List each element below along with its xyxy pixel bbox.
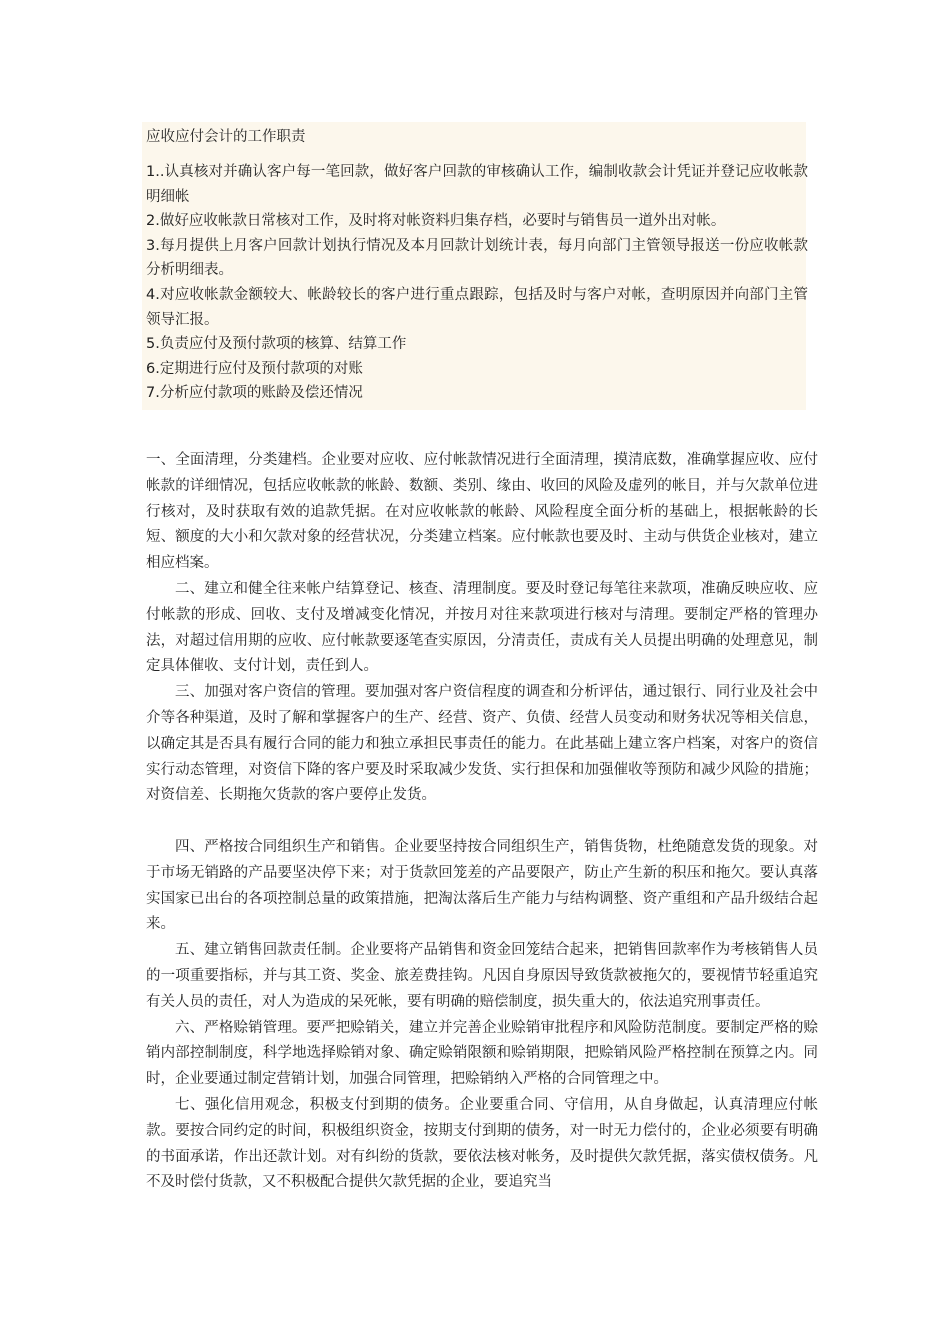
duty-item-4: 4.对应收帐款金额较大、帐龄较长的客户进行重点跟踪，包括及时与客户对帐，查明原因并向部门主管领导汇报。: [146, 286, 808, 328]
duty-item-6: 6.定期进行应付及预付款项的对账: [146, 360, 363, 377]
duties-section: [142, 122, 806, 410]
measures-body: [146, 448, 818, 1196]
duties-title: 应收应付会计的工作职责: [146, 129, 306, 145]
measure-paragraph-2: 二、建立和健全往来帐户结算登记、核查、清理制度。要及时登记每笔往来款项，准确反映应收、应付帐款的形成、回收、支付及增减变化情况，并按月对往来款项进行核对与清理。要制定严格的管理办法，对超过信用期的应收、应付帐款要逐笔查实原因，分清责任，责成有关人员提出明确的处理意见，制定具体催收、支付计划，责任到人。: [146, 580, 818, 675]
duty-item-2: 2.做好应收帐款日常核对工作，及时将对帐资料归集存档，必要时与销售员一道外出对帐。: [146, 213, 726, 230]
measure-paragraph-7: 七、强化信用观念，积极支付到期的债务。企业要重合同、守信用，从自身做起，认真清理应付帐款。要按合同约定的时间，积极组织资金，按期支付到期的债务，对一时无力偿付的，企业必须要有明确的书面承诺，作出还款计划。对有纠纷的货款，要依法核对帐务，及时提供欠款凭据，落实债权债务。凡不及时偿付货款，又不积极配合提供欠款凭据的企业，要追究当: [146, 1096, 818, 1191]
measure-paragraph-3: 三、加强对客户资信的管理。要加强对客户资信程度的调查和分析评估，通过银行、同行业及社会中介等各种渠道，及时了解和掌握客户的生产、经营、资产、负债、经营人员变动和财务状况等相关信息，以确定其是否具有履行合同的能力和独立承担民事责任的能力。在此基础上建立客户档案，对客户的资信实行动态管理，对资信下降的客户要及时采取减少发货、实行担保和加强催收等预防和减少风险的措施；对资信差、长期拖欠货款的客户要停止发货。: [146, 684, 818, 804]
duty-item-3: 3.每月提供上月客户回款计划执行情况及本月回款计划统计表，每月向部门主管领导报送一份应收帐款分析明细表。: [146, 237, 808, 279]
duty-item-5: 5.负责应付及预付款项的核算、结算工作: [146, 336, 407, 353]
measure-paragraph-1: 一、全面清理，分类建档。企业要对应收、应付帐款情况进行全面清理，摸清底数，准确掌握应收、应付帐款的详细情况，包括应收帐款的帐龄、数额、类别、缘由、收回的风险及虚列的帐目，并与欠款单位进行核对，及时获取有效的追款凭据。在对应收帐款的帐龄、风险程度全面分析的基础上，根据帐龄的长短、额度的大小和欠款对象的经营状况，分类建立档案。应付帐款也要及时、主动与供货企业核对，建立相应档案。: [146, 452, 818, 572]
duty-item-7: 7.分析应付款项的账龄及偿还情况: [146, 385, 363, 402]
duties-list: [146, 160, 808, 406]
measure-paragraph-4: 四、严格按合同组织生产和销售。企业要坚持按合同组织生产，销售货物，杜绝随意发货的现象。对于市场无销路的产品要坚决停下来；对于货款回笼差的产品要限产，防止产生新的积压和拖欠。要认真落实国家已出台的各项控制总量的政策措施，把淘汰落后生产能力与结构调整、资产重组和产品升级结合起来。: [146, 838, 818, 933]
duty-item-1: 1..认真核对并确认客户每一笔回款，做好客户回款的审核确认工作，编制收款会计凭证并登记应收帐款明细帐: [146, 164, 808, 205]
measure-paragraph-5: 五、建立销售回款责任制。企业要将产品销售和资金回笼结合起来，把销售回款率作为考核销售人员的一项重要指标，并与其工资、奖金、旅差费挂钩。凡因自身原因导致货款被拖欠的，要视情节轻重追究有关人员的责任，对人为造成的呆死帐，要有明确的赔偿制度，损失重大的，依法追究刑事责任。: [146, 942, 818, 1010]
measure-paragraph-6: 六、严格赊销管理。要严把赊销关，建立并完善企业赊销审批程序和风险防范制度。要制定严格的赊销内部控制制度，科学地选择赊销对象、确定赊销限额和赊销期限，把赊销风险严格控制在预算之内。同时，企业要通过制定营销计划，加强合同管理，把赊销纳入严格的合同管理之中。: [146, 1019, 818, 1088]
